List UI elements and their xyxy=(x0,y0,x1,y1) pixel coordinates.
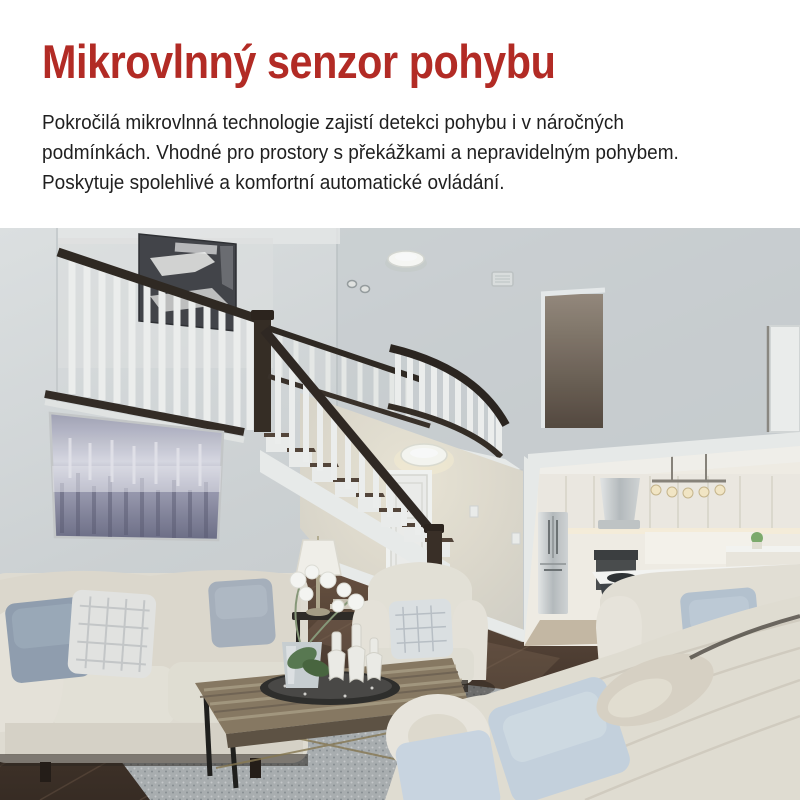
description-line-3: Poskytuje spolehlivé a komfortní automatické ovládání. xyxy=(42,171,505,194)
description-line-2: podmínkách. Vhodné pro prostory s překážkami a nepravidelným pohybem. xyxy=(42,141,679,164)
interior-photo xyxy=(0,228,800,800)
description-line-1: Pokročilá mikrovlnná technologie zajistí detekci pohybu i v náročných xyxy=(42,111,624,134)
header xyxy=(42,36,782,198)
photo-vignette xyxy=(0,228,800,800)
page-description xyxy=(42,108,745,198)
page-title: Mikrovlnný senzor pohybu xyxy=(42,35,556,88)
